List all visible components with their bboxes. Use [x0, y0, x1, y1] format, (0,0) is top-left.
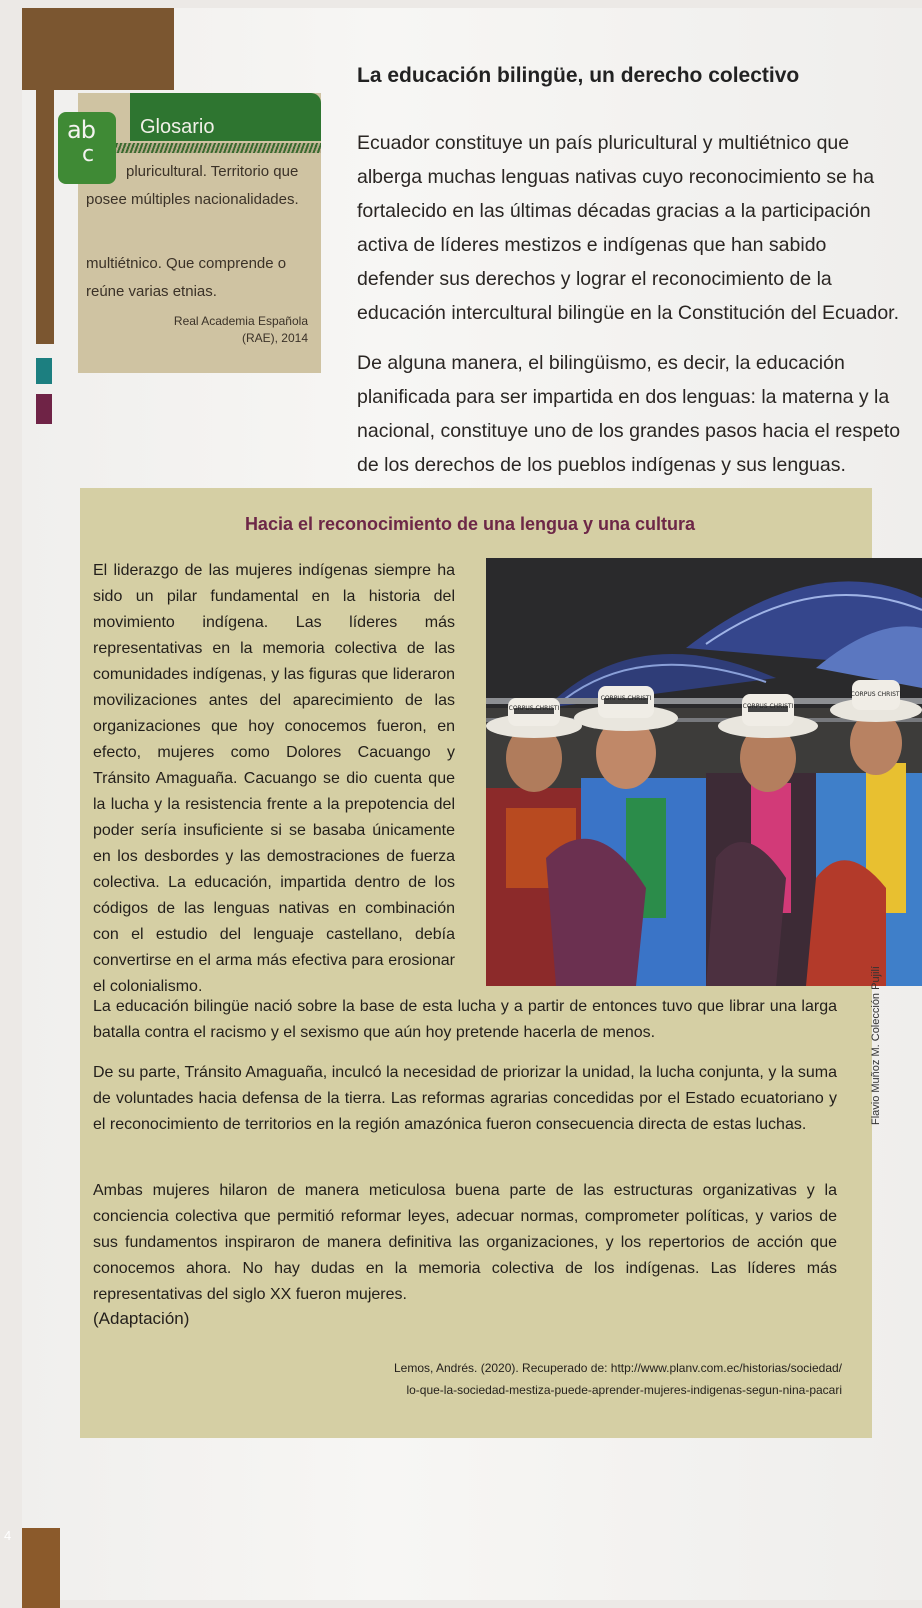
hat-lettering: CORPUS CHRISTI — [600, 695, 652, 702]
glossary-entry-pluricultural: pluricultural. Territorio que posee múltiples nacionalidades. — [86, 163, 299, 208]
reading-paragraph: El liderazgo de las mujeres indígenas siempre ha sido un pilar fundamental en la historia del movimiento indígena. Las líderes más representativas en la memoria colectiva de las comunidades indígenas, y las figuras que lideraron movilizaciones antes del aparecimiento de las organizaciones que hoy conocemos fueron, en efecto, mujeres como Dolores Cacuango y Tránsito Amaguaña. Cacuango se dio cuenta que la lucha y la resistencia frente a la prepotencia del poder sería insuficiente si se basaba únicamente en los desbordes y las demostraciones de fuerza colectiva. La educación, impartida dentro de los códigos de las lenguas nativas en combinación con el estudio del lenguaje castellano, debía convertirse en el arma más efectiva para erosionar el colonialismo. — [93, 562, 455, 995]
article-paragraph: Ecuador constituye un país pluricultural y multiétnico que alberga muchas lenguas nativas cuyo reconocimiento se ha fortalecido en las últimas décadas gracias a la participación activa de líderes mestizos e indígenas que han sabido defender sus derechos y lograr el reconocimiento de la educación intercultural bilingüe en la Constitución del Ecuador. — [357, 132, 900, 324]
article-paragraph: De alguna manera, el bilingüismo, es decir, la educación planificada para ser impartida en dos lenguas: la materna y la nacional, constituye uno de los grandes pasos hacia el respeto de los derechos de los pueblos indígenas y sus lenguas. — [357, 352, 901, 476]
hat-lettering: CORPUS CHRISTI — [742, 703, 794, 710]
plum-section-marker — [36, 394, 52, 424]
reading-paragraph: La educación bilingüe nació sobre la base de esta lucha y a partir de entonces tuvo que librar una larga batalla contra el racismo y el sexismo que aún hoy pretende hacerla de menos. — [93, 998, 837, 1041]
glossary-source: Real Academia Española (RAE), 2014 — [173, 314, 308, 345]
citation: Lemos, Andrés. (2020). Recuperado de: http://www.planv.com.ec/historias/sociedad/ lo-que-la-sociedad-mestiza-puede-aprender-mujeres-indigenas-segun-nina-pacari — [393, 1361, 842, 1397]
side-color-strip — [36, 90, 54, 344]
page-number-tab — [22, 1528, 60, 1608]
glossary-entry-multietnico: multiétnico. Que comprende o reúne varias etnias. — [86, 255, 287, 300]
indigenous-women-photo — [486, 558, 922, 986]
reading-paragraph: De su parte, Tránsito Amaguaña, inculcó la necesidad de priorizar la unidad, la lucha conjunta, y la suma de voluntades hacia defensa de la tierra. Las reformas agrarias concedidas por el Estado ecuatoriano y el reconocimiento de territorios en la región amazónica fueron consecuencia directa de estas luchas. — [93, 1064, 837, 1133]
adaptation-note: (Adaptación) — [93, 1309, 190, 1328]
article-title: La educación bilingüe, un derecho colectivo — [357, 64, 800, 87]
teal-section-marker — [36, 358, 52, 384]
hat-lettering: CORPUS CHRISTI — [850, 691, 902, 698]
photo-illustration — [486, 558, 922, 986]
reading-title: Hacia el reconocimiento de una lengua y una cultura — [244, 514, 696, 534]
page-number: 4 — [4, 1528, 12, 1543]
photo-credit: Flavio Muñoz M. Colección Pujilí — [870, 966, 882, 1125]
reading-paragraph: Ambas mujeres hilaron de manera meticulosa buena parte de las estructuras organizativas y la conciencia colectiva que permitió reformar leyes, adecuar normas, comprometer políticas, y varios de sus fundamentos inspiraron de manera definitiva las organizaciones, y los repertorios de acción que conocemos ahora. No hay dudas en la memoria colectiva de los indígenas. Las líderes más representativas del siglo XX fueron mujeres. — [93, 1182, 837, 1303]
corner-color-block — [22, 8, 174, 90]
glossary-title: Glosario — [140, 116, 215, 138]
hat-lettering: CORPUS CHRISTI — [508, 705, 560, 712]
glossary-abc-icon: ab c — [58, 112, 116, 184]
glossary-divider — [116, 143, 321, 153]
